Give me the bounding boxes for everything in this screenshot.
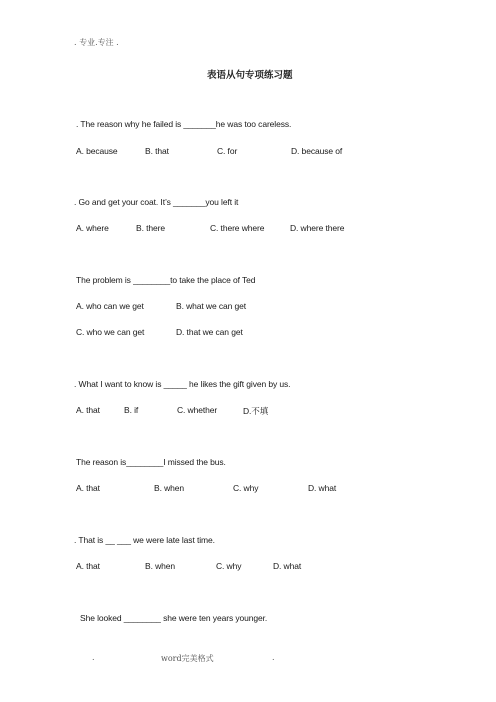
question-5-option-a: A. that [76, 483, 100, 493]
question-6-option-d: D. what [273, 561, 302, 571]
question-2-option-a: A. where [76, 223, 109, 233]
question-5-option-c: C. why [233, 483, 259, 493]
question-4-option-a: A. that [76, 405, 100, 415]
question-5-option-d: D. what [308, 483, 337, 493]
page-title: 表语从句专项练习题 [207, 70, 293, 81]
question-2-option-d: D. where there [290, 223, 345, 233]
question-4-option-c: C. whether [177, 405, 218, 415]
question-5-option-b: B. when [154, 483, 185, 493]
question-1-stem: . The reason why he failed is _______he was too careless. [76, 119, 292, 129]
question-6-option-c: C. why [216, 561, 242, 571]
question-3-option-b: B. what we can get [176, 301, 247, 311]
question-2-option-c: C. there where [210, 223, 265, 233]
question-3-option-c: C. who we can get [76, 327, 145, 337]
question-1-option-d: D. because of [291, 146, 343, 156]
question-6-option-a: A. that [76, 561, 100, 571]
question-4-stem: . What I want to know is _____ he likes the gift given by us. [74, 379, 291, 389]
question-3-option-d: D. that we can get [176, 327, 243, 337]
question-6-option-b: B. when [145, 561, 176, 571]
question-2-option-b: B. there [136, 223, 165, 233]
question-1-option-c: C. for [217, 146, 238, 156]
question-1-option-b: B. that [145, 146, 169, 156]
question-3-option-a: A. who can we get [76, 301, 144, 311]
footer-center: word完美格式 [161, 654, 214, 663]
question-5-stem: The reason is________I missed the bus. [76, 457, 226, 467]
question-2-stem: . Go and get your coat. It’s _______you left it [74, 197, 239, 207]
question-7-stem: She looked ________ she were ten years younger. [80, 613, 268, 623]
question-6-stem: . That is __ ___ we were late last time. [74, 535, 215, 545]
question-4-option-d: D.不填 [243, 406, 269, 416]
question-4-option-b: B. if [124, 405, 139, 415]
header-text: . 专业.专注 . [74, 38, 119, 47]
footer-left: . [92, 653, 95, 662]
footer-right: . [272, 653, 275, 662]
question-3-stem: The problem is ________to take the place of Ted [76, 275, 256, 285]
question-1-option-a: A. because [76, 146, 118, 156]
